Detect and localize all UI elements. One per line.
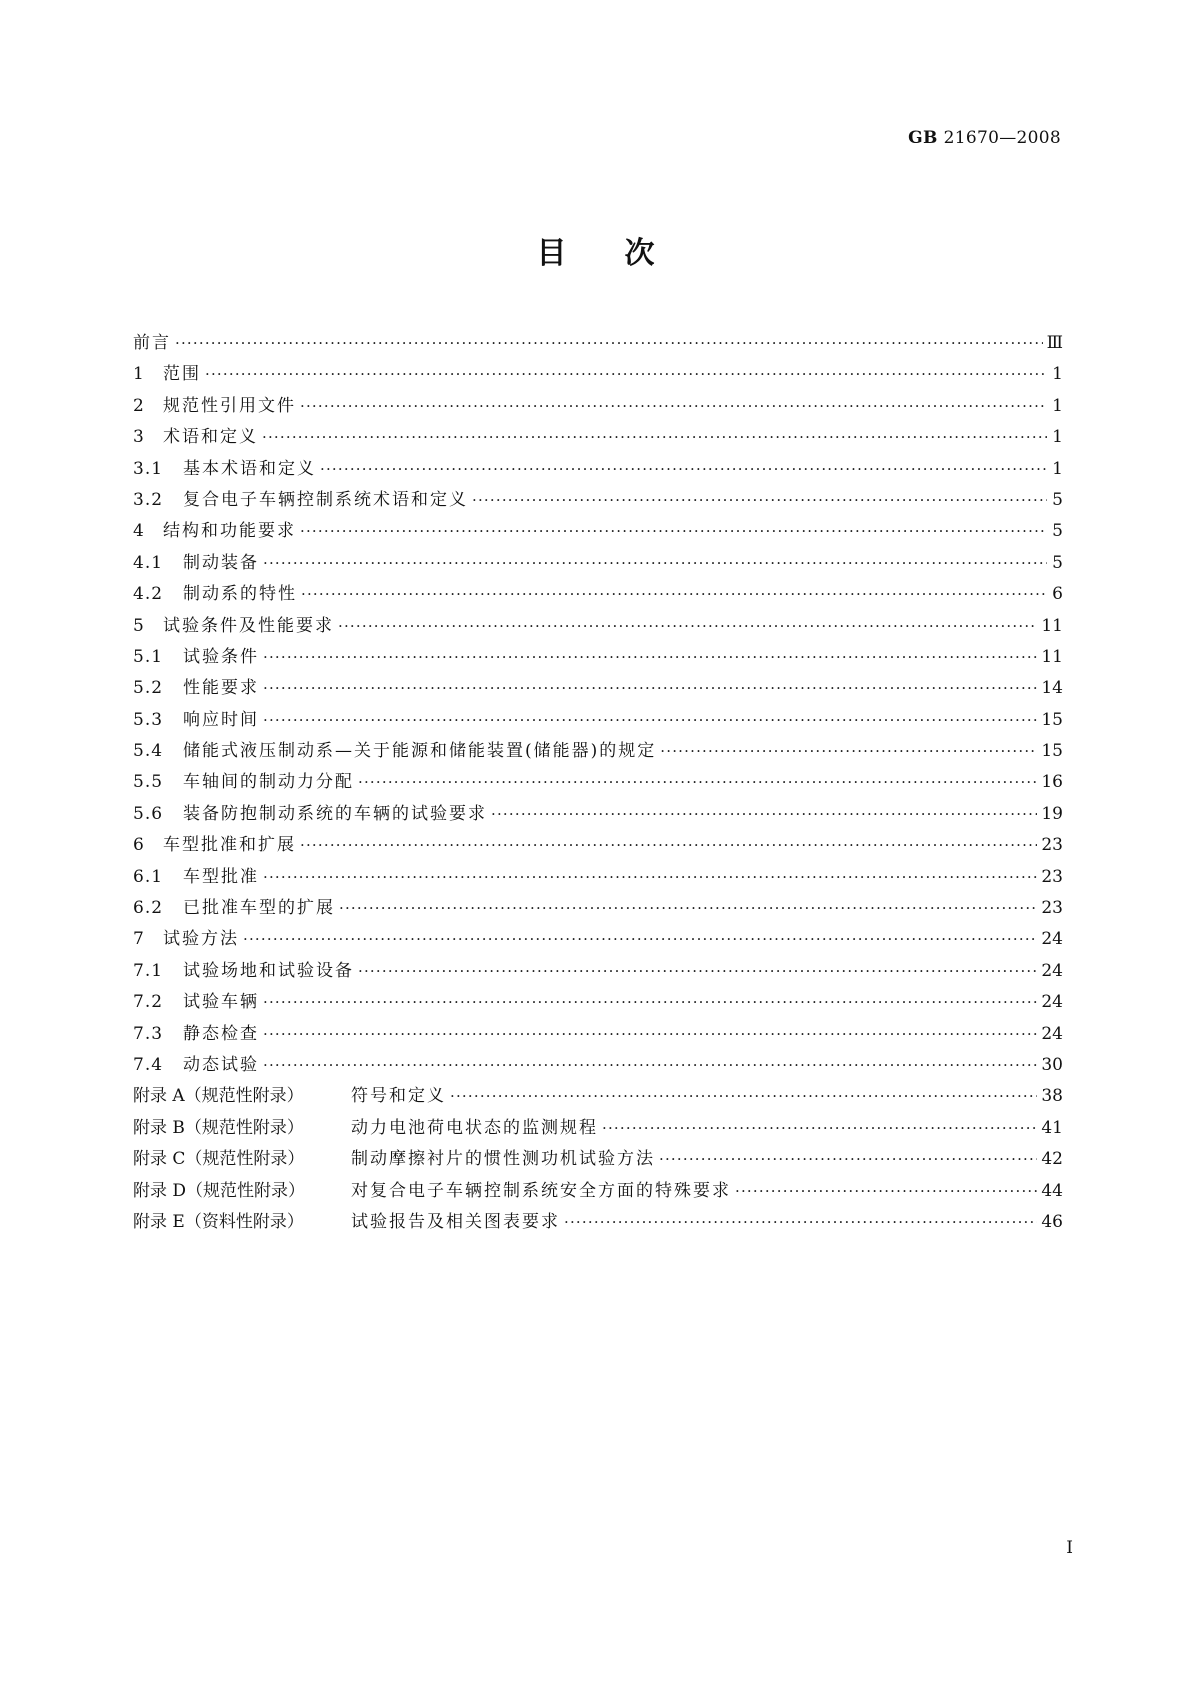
dot-leader bbox=[338, 611, 1037, 642]
toc-entry[interactable] bbox=[133, 705, 1063, 736]
toc-entry-label: 装备防抱制动系统的车辆的试验要求 bbox=[183, 803, 487, 824]
toc-entry-number: 5.6 bbox=[133, 803, 164, 824]
dot-leader bbox=[358, 767, 1037, 798]
dot-leader bbox=[263, 862, 1037, 893]
page-title: 目次 bbox=[536, 236, 713, 271]
toc-entry-number: 7.3 bbox=[133, 1023, 164, 1044]
toc-entry[interactable] bbox=[133, 642, 1063, 673]
standard-prefix: GB bbox=[908, 128, 938, 148]
toc-entry-label: 试验车辆 bbox=[183, 992, 259, 1013]
toc-entry[interactable] bbox=[133, 328, 1063, 359]
toc-entry-label: 术语和定义 bbox=[163, 427, 258, 448]
toc-entry-number: 3.1 bbox=[133, 458, 164, 479]
toc-entry-page: 15 bbox=[1041, 741, 1063, 762]
toc-entry-number: 5.5 bbox=[133, 772, 164, 793]
dot-leader bbox=[491, 799, 1037, 830]
dot-leader bbox=[263, 548, 1047, 579]
toc-entry[interactable] bbox=[133, 391, 1063, 422]
dot-leader bbox=[301, 579, 1047, 610]
toc-entry-number: 5 bbox=[133, 615, 145, 636]
toc-entry-number: 7.4 bbox=[133, 1054, 164, 1075]
toc-entry[interactable] bbox=[133, 1019, 1063, 1050]
toc-entry[interactable] bbox=[133, 830, 1063, 861]
dot-leader bbox=[263, 673, 1037, 704]
toc-entry-label: 规范性引用文件 bbox=[163, 395, 296, 416]
toc-entry[interactable] bbox=[133, 924, 1063, 955]
toc-entry-number: 附录 E（资料性附录） bbox=[133, 1211, 304, 1232]
toc-entry-number: 附录 A（规范性附录） bbox=[133, 1086, 304, 1107]
toc-entry-page: 19 bbox=[1041, 803, 1063, 824]
toc-entry-page: 46 bbox=[1041, 1211, 1063, 1232]
toc-entry-label: 性能要求 bbox=[183, 678, 259, 699]
toc-entry-label: 试验方法 bbox=[163, 929, 239, 950]
toc-entry-number: 4.1 bbox=[133, 552, 164, 573]
toc-entry-label: 响应时间 bbox=[183, 709, 259, 730]
dot-leader bbox=[300, 830, 1037, 861]
dot-leader bbox=[262, 422, 1047, 453]
dot-leader bbox=[358, 956, 1037, 987]
toc-entry[interactable] bbox=[133, 1176, 1063, 1207]
toc-entry-page: 23 bbox=[1041, 866, 1063, 887]
toc-entry-number: 7.2 bbox=[133, 992, 164, 1013]
toc-entry[interactable] bbox=[133, 1207, 1063, 1238]
toc-entry-label: 试验条件 bbox=[183, 646, 259, 667]
toc-entry-label: 结构和功能要求 bbox=[163, 521, 296, 542]
toc-entry-page: 24 bbox=[1041, 992, 1063, 1013]
toc-entry-number: 3 bbox=[133, 427, 145, 448]
toc-entry-label: 储能式液压制动系—关于能源和储能装置(储能器)的规定 bbox=[183, 741, 657, 762]
toc-entry-page: 16 bbox=[1041, 772, 1063, 793]
dot-leader bbox=[735, 1176, 1037, 1207]
toc-entry-page: 30 bbox=[1041, 1054, 1063, 1075]
toc-entry-label: 基本术语和定义 bbox=[183, 458, 316, 479]
toc-entry-page: 5 bbox=[1052, 489, 1063, 510]
toc-entry-label: 制动装备 bbox=[183, 552, 259, 573]
toc-entry[interactable] bbox=[133, 1113, 1063, 1144]
toc-entry-label: 试验条件及性能要求 bbox=[163, 615, 334, 636]
toc-entry-page: 42 bbox=[1041, 1149, 1063, 1170]
toc-entry-number: 5.1 bbox=[133, 646, 164, 667]
toc-entry-number: 6 bbox=[133, 835, 145, 856]
toc-entry-number: 附录 C（规范性附录） bbox=[133, 1149, 305, 1170]
toc-entry-page: 6 bbox=[1052, 584, 1063, 605]
dot-leader bbox=[660, 736, 1037, 767]
toc-entry-number: 4.2 bbox=[133, 584, 164, 605]
dot-leader bbox=[564, 1207, 1037, 1238]
dot-leader bbox=[263, 1019, 1037, 1050]
toc-entry[interactable] bbox=[133, 359, 1063, 390]
toc-entry-label: 试验报告及相关图表要求 bbox=[351, 1211, 560, 1232]
toc-entry-number: 附录 B（规范性附录） bbox=[133, 1117, 304, 1138]
toc-entry[interactable] bbox=[133, 548, 1063, 579]
toc-entry-page: 24 bbox=[1041, 960, 1063, 981]
dot-leader bbox=[602, 1113, 1037, 1144]
toc-entry-label: 复合电子车辆控制系统术语和定义 bbox=[183, 489, 468, 510]
toc-entry[interactable] bbox=[133, 987, 1063, 1018]
toc-entry-page: 11 bbox=[1041, 615, 1063, 636]
toc-entry[interactable] bbox=[133, 799, 1063, 830]
toc-entry[interactable] bbox=[133, 611, 1063, 642]
dot-leader bbox=[472, 485, 1047, 516]
toc-entry[interactable] bbox=[133, 767, 1063, 798]
toc-entry-page: 11 bbox=[1041, 646, 1063, 667]
toc-entry[interactable] bbox=[133, 1050, 1063, 1081]
dot-leader bbox=[450, 1081, 1037, 1112]
toc-entry-label: 已批准车型的扩展 bbox=[183, 898, 335, 919]
toc-entry-page: 24 bbox=[1041, 929, 1063, 950]
toc-entry[interactable] bbox=[133, 454, 1063, 485]
toc-entry-page: 5 bbox=[1052, 552, 1063, 573]
toc-entry-page: 15 bbox=[1041, 709, 1063, 730]
dot-leader bbox=[263, 1050, 1037, 1081]
toc-entry[interactable] bbox=[133, 485, 1063, 516]
toc-entry-number: 5.4 bbox=[133, 741, 164, 762]
toc-entry-page: 38 bbox=[1041, 1086, 1063, 1107]
toc-entry-number: 5.2 bbox=[133, 678, 164, 699]
toc-entry-page: Ⅲ bbox=[1046, 333, 1063, 353]
toc-entry-label: 静态检查 bbox=[183, 1023, 259, 1044]
toc-entry-page: 24 bbox=[1041, 1023, 1063, 1044]
toc-entry-label: 车轴间的制动力分配 bbox=[183, 772, 354, 793]
dot-leader bbox=[263, 642, 1037, 673]
dot-leader bbox=[175, 328, 1043, 359]
toc-entry-number: 1 bbox=[133, 364, 145, 385]
toc-entry-label: 车型批准和扩展 bbox=[163, 835, 296, 856]
toc-entry-number: 4 bbox=[133, 521, 145, 542]
toc-entry[interactable] bbox=[133, 1144, 1063, 1175]
dot-leader bbox=[300, 516, 1047, 547]
toc-entry-label: 前言 bbox=[133, 333, 171, 353]
toc-entry-label: 制动系的特性 bbox=[183, 584, 297, 605]
toc-entry-number: 附录 D（规范性附录） bbox=[133, 1180, 306, 1201]
table-of-contents bbox=[133, 328, 1063, 1238]
standard-code bbox=[908, 128, 1061, 148]
dot-leader bbox=[320, 454, 1047, 485]
toc-entry-label: 动态试验 bbox=[183, 1054, 259, 1075]
dot-leader bbox=[263, 987, 1037, 1018]
dot-leader bbox=[339, 893, 1037, 924]
dot-leader bbox=[300, 391, 1047, 422]
toc-entry-number: 5.3 bbox=[133, 709, 164, 730]
toc-entry[interactable] bbox=[133, 673, 1063, 704]
toc-entry-page: 14 bbox=[1041, 678, 1063, 699]
toc-entry[interactable] bbox=[133, 516, 1063, 547]
toc-entry-label: 试验场地和试验设备 bbox=[183, 960, 354, 981]
toc-entry-number: 6.2 bbox=[133, 898, 164, 919]
toc-entry-page: 1 bbox=[1052, 395, 1063, 416]
toc-entry-label: 制动摩擦衬片的惯性测功机试验方法 bbox=[351, 1149, 655, 1170]
toc-entry-page: 1 bbox=[1052, 427, 1063, 448]
dot-leader bbox=[205, 359, 1047, 390]
toc-entry-number: 6.1 bbox=[133, 866, 164, 887]
toc-entry[interactable] bbox=[133, 1081, 1063, 1112]
toc-entry-label: 符号和定义 bbox=[351, 1086, 446, 1107]
toc-entry-number: 7 bbox=[133, 929, 145, 950]
toc-entry-label: 动力电池荷电状态的监测规程 bbox=[351, 1117, 598, 1138]
toc-entry[interactable] bbox=[133, 736, 1063, 767]
toc-entry[interactable] bbox=[133, 893, 1063, 924]
standard-number: 21670—2008 bbox=[943, 128, 1061, 148]
toc-entry-number: 7.1 bbox=[133, 960, 164, 981]
toc-entry-page: 5 bbox=[1052, 521, 1063, 542]
toc-entry-label: 范围 bbox=[163, 364, 201, 385]
toc-entry-number: 2 bbox=[133, 395, 145, 416]
toc-entry[interactable] bbox=[133, 956, 1063, 987]
dot-leader bbox=[659, 1144, 1037, 1175]
toc-entry-page: 1 bbox=[1052, 364, 1063, 385]
page-number: I bbox=[1066, 1538, 1073, 1558]
toc-entry-page: 44 bbox=[1041, 1180, 1063, 1201]
toc-entry-page: 23 bbox=[1041, 835, 1063, 856]
toc-entry[interactable] bbox=[133, 862, 1063, 893]
toc-entry-label: 车型批准 bbox=[183, 866, 259, 887]
toc-entry[interactable] bbox=[133, 579, 1063, 610]
toc-entry-number: 3.2 bbox=[133, 489, 164, 510]
dot-leader bbox=[263, 705, 1037, 736]
toc-entry-page: 23 bbox=[1041, 898, 1063, 919]
toc-entry[interactable] bbox=[133, 422, 1063, 453]
dot-leader bbox=[243, 924, 1037, 955]
toc-entry-page: 41 bbox=[1041, 1117, 1063, 1138]
toc-entry-label: 对复合电子车辆控制系统安全方面的特殊要求 bbox=[351, 1180, 731, 1201]
toc-entry-page: 1 bbox=[1052, 458, 1063, 479]
